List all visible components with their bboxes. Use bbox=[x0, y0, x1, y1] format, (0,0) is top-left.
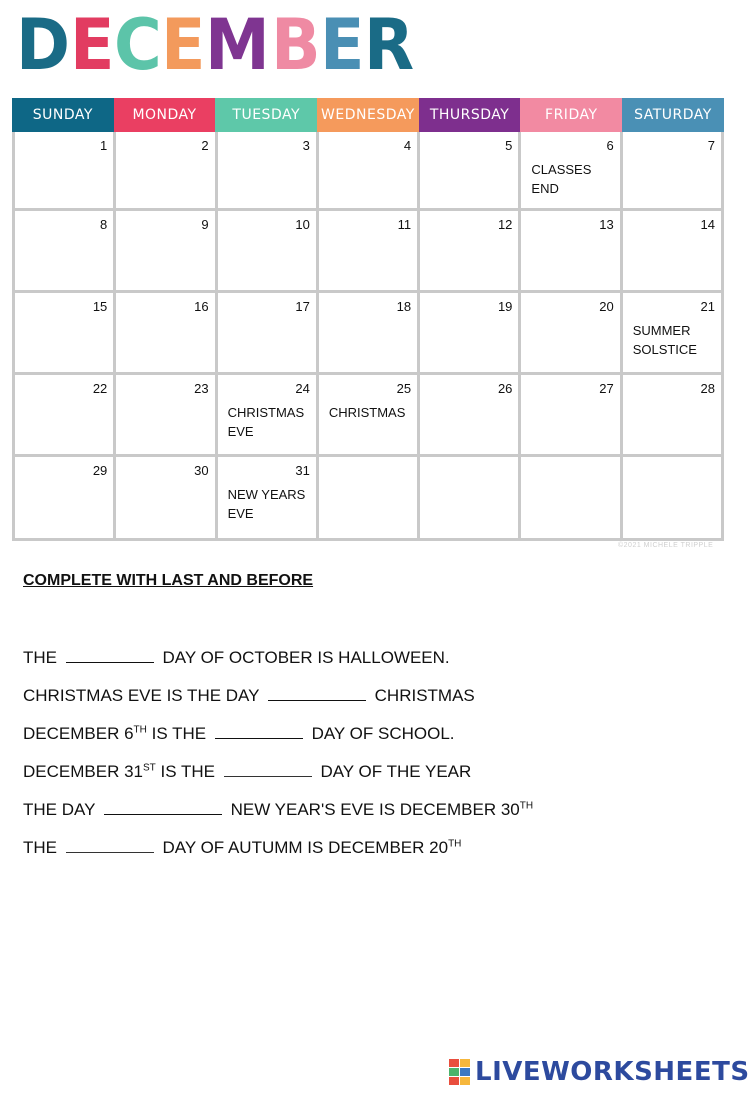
day-number: 23 bbox=[194, 381, 209, 396]
sentence-text: CHRISTMAS bbox=[374, 686, 475, 705]
day-event: CHRISTMAS bbox=[328, 405, 406, 420]
title-letter: D bbox=[16, 4, 71, 86]
day-number: 9 bbox=[201, 217, 209, 232]
weekday-header-row bbox=[12, 98, 724, 132]
sentence-text: DAY OF SCHOOL. bbox=[311, 724, 455, 743]
day-number: 17 bbox=[295, 299, 310, 314]
title-letter: B bbox=[270, 4, 321, 86]
day-number: 11 bbox=[397, 217, 412, 232]
sentence-text: IS THE bbox=[160, 762, 215, 781]
sentence-3 bbox=[23, 724, 455, 744]
day-number: 27 bbox=[599, 381, 614, 396]
calendar-week-row bbox=[15, 457, 724, 541]
exercise-heading: COMPLETE WITH LAST AND BEFORE bbox=[23, 572, 314, 589]
day-number: 6 bbox=[606, 138, 614, 153]
copyright-text: ©2021 MICHELE TRIPPLE bbox=[618, 542, 714, 549]
calendar-day-cell bbox=[15, 132, 116, 211]
answer-blank[interactable] bbox=[66, 648, 154, 663]
weekday-header-thursday: THURSDAY bbox=[419, 98, 521, 132]
liveworksheets-logo-icon bbox=[449, 1059, 471, 1085]
title-letter: E bbox=[320, 4, 365, 86]
day-number: 12 bbox=[497, 217, 513, 232]
title-letter: R bbox=[364, 4, 415, 86]
calendar-day-cell bbox=[15, 457, 116, 541]
calendar-day-cell bbox=[521, 457, 622, 541]
calendar-day-cell bbox=[319, 457, 420, 541]
day-number: 2 bbox=[201, 138, 209, 153]
logo-block bbox=[449, 1059, 459, 1067]
calendar-day-cell bbox=[116, 293, 217, 375]
day-number: 22 bbox=[92, 381, 108, 396]
calendar-day-cell bbox=[521, 132, 622, 211]
weekday-header-tuesday: TUESDAY bbox=[215, 98, 317, 132]
ordinal-suffix: TH bbox=[448, 838, 462, 850]
sentence-text: THE bbox=[23, 838, 57, 857]
day-number: 31 bbox=[295, 463, 310, 478]
calendar-day-cell bbox=[319, 293, 420, 375]
logo-block bbox=[460, 1068, 470, 1076]
day-event: SUMMER SOLSTICE bbox=[632, 323, 697, 357]
sentence-2 bbox=[23, 686, 475, 706]
calendar-grid bbox=[12, 132, 724, 541]
calendar-day-cell bbox=[420, 132, 521, 211]
day-number: 26 bbox=[497, 381, 513, 396]
calendar-day-cell bbox=[319, 375, 420, 457]
day-event: CHRISTMAS EVE bbox=[227, 405, 305, 439]
day-number: 20 bbox=[599, 299, 614, 314]
weekday-header-wednesday: WEDNESDAY bbox=[317, 98, 419, 132]
page-title bbox=[16, 4, 415, 86]
answer-blank[interactable] bbox=[215, 724, 303, 739]
calendar bbox=[12, 98, 724, 521]
logo-text: LIVEWORKSHEETS bbox=[475, 1057, 750, 1087]
calendar-day-cell bbox=[420, 375, 521, 457]
day-number: 21 bbox=[700, 299, 715, 314]
answer-blank[interactable] bbox=[268, 686, 366, 701]
calendar-day-cell bbox=[420, 293, 521, 375]
sentence-text: DAY OF OCTOBER IS HALLOWEEN. bbox=[162, 648, 450, 667]
calendar-day-cell bbox=[623, 293, 724, 375]
calendar-day-cell bbox=[420, 457, 521, 541]
day-number: 16 bbox=[194, 299, 209, 314]
sentence-text: DECEMBER 6 bbox=[23, 724, 134, 743]
day-event: NEW YEARS EVE bbox=[227, 487, 306, 521]
ordinal-suffix: TH bbox=[519, 800, 534, 812]
calendar-day-cell bbox=[15, 211, 116, 293]
title-letter: M bbox=[205, 4, 270, 86]
sentence-4 bbox=[23, 762, 471, 782]
sentence-text: CHRISTMAS EVE IS THE DAY bbox=[23, 686, 260, 705]
answer-blank[interactable] bbox=[104, 800, 222, 815]
calendar-day-cell bbox=[218, 375, 319, 457]
sentence-text: IS THE bbox=[151, 724, 207, 743]
calendar-day-cell bbox=[319, 132, 420, 211]
day-number: 8 bbox=[100, 217, 108, 232]
weekday-header-friday: FRIDAY bbox=[520, 98, 622, 132]
calendar-day-cell bbox=[420, 211, 521, 293]
calendar-day-cell bbox=[521, 375, 622, 457]
day-number: 28 bbox=[700, 381, 715, 396]
calendar-day-cell bbox=[623, 457, 724, 541]
calendar-day-cell bbox=[116, 375, 217, 457]
sentence-text: THE DAY bbox=[23, 800, 96, 819]
day-event: CLASSES END bbox=[531, 162, 592, 196]
calendar-day-cell bbox=[15, 375, 116, 457]
day-number: 5 bbox=[505, 138, 513, 153]
day-number: 30 bbox=[194, 463, 209, 478]
sentence-text: DAY OF THE YEAR bbox=[320, 762, 472, 781]
calendar-day-cell bbox=[116, 132, 217, 211]
ordinal-suffix: ST bbox=[142, 762, 156, 774]
weekday-header-saturday: SATURDAY bbox=[622, 98, 724, 132]
calendar-week-row bbox=[15, 211, 724, 293]
logo-block bbox=[449, 1077, 459, 1085]
day-number: 7 bbox=[707, 138, 715, 153]
day-number: 25 bbox=[396, 381, 412, 396]
calendar-day-cell bbox=[623, 375, 724, 457]
calendar-week-row bbox=[15, 132, 724, 211]
title-letter: E bbox=[70, 4, 115, 86]
calendar-day-cell bbox=[116, 457, 217, 541]
calendar-day-cell bbox=[623, 132, 724, 211]
logo-block bbox=[460, 1059, 470, 1067]
calendar-day-cell bbox=[623, 211, 724, 293]
day-number: 4 bbox=[403, 138, 412, 153]
title-letter: E bbox=[161, 4, 206, 86]
day-number: 15 bbox=[92, 299, 108, 314]
day-number: 24 bbox=[295, 381, 310, 396]
calendar-day-cell bbox=[218, 211, 319, 293]
calendar-day-cell bbox=[521, 211, 622, 293]
weekday-header-sunday: SUNDAY bbox=[12, 98, 114, 132]
day-number: 19 bbox=[497, 299, 513, 314]
logo-block bbox=[460, 1077, 470, 1085]
day-number: 14 bbox=[700, 217, 715, 232]
sentence-1 bbox=[23, 648, 450, 668]
calendar-day-cell bbox=[218, 132, 319, 211]
calendar-day-cell bbox=[15, 293, 116, 375]
weekday-header-monday: MONDAY bbox=[114, 98, 216, 132]
answer-blank[interactable] bbox=[224, 762, 312, 777]
ordinal-suffix: TH bbox=[133, 724, 147, 736]
day-number: 29 bbox=[92, 463, 108, 478]
calendar-day-cell bbox=[521, 293, 622, 375]
answer-blank[interactable] bbox=[66, 838, 154, 853]
calendar-week-row bbox=[15, 375, 724, 457]
logo-block bbox=[449, 1068, 459, 1076]
day-number: 1 bbox=[100, 138, 108, 153]
day-number: 18 bbox=[396, 299, 412, 314]
sentence-text: DAY OF AUTUMM IS DECEMBER 20 bbox=[162, 838, 449, 857]
title-letter: C bbox=[113, 4, 162, 86]
sentence-5 bbox=[23, 800, 533, 820]
day-number: 10 bbox=[295, 217, 310, 232]
liveworksheets-logo[interactable] bbox=[449, 1057, 750, 1087]
calendar-week-row bbox=[15, 293, 724, 375]
calendar-day-cell bbox=[218, 457, 319, 541]
day-number: 13 bbox=[599, 217, 614, 232]
sentence-text: THE bbox=[23, 648, 57, 667]
calendar-day-cell bbox=[116, 211, 217, 293]
sentence-text: NEW YEAR'S EVE IS DECEMBER 30 bbox=[230, 800, 520, 819]
sentence-text: DECEMBER 31 bbox=[23, 762, 143, 781]
calendar-day-cell bbox=[319, 211, 420, 293]
calendar-day-cell bbox=[218, 293, 319, 375]
day-number: 3 bbox=[302, 138, 310, 153]
sentence-6 bbox=[23, 838, 461, 858]
